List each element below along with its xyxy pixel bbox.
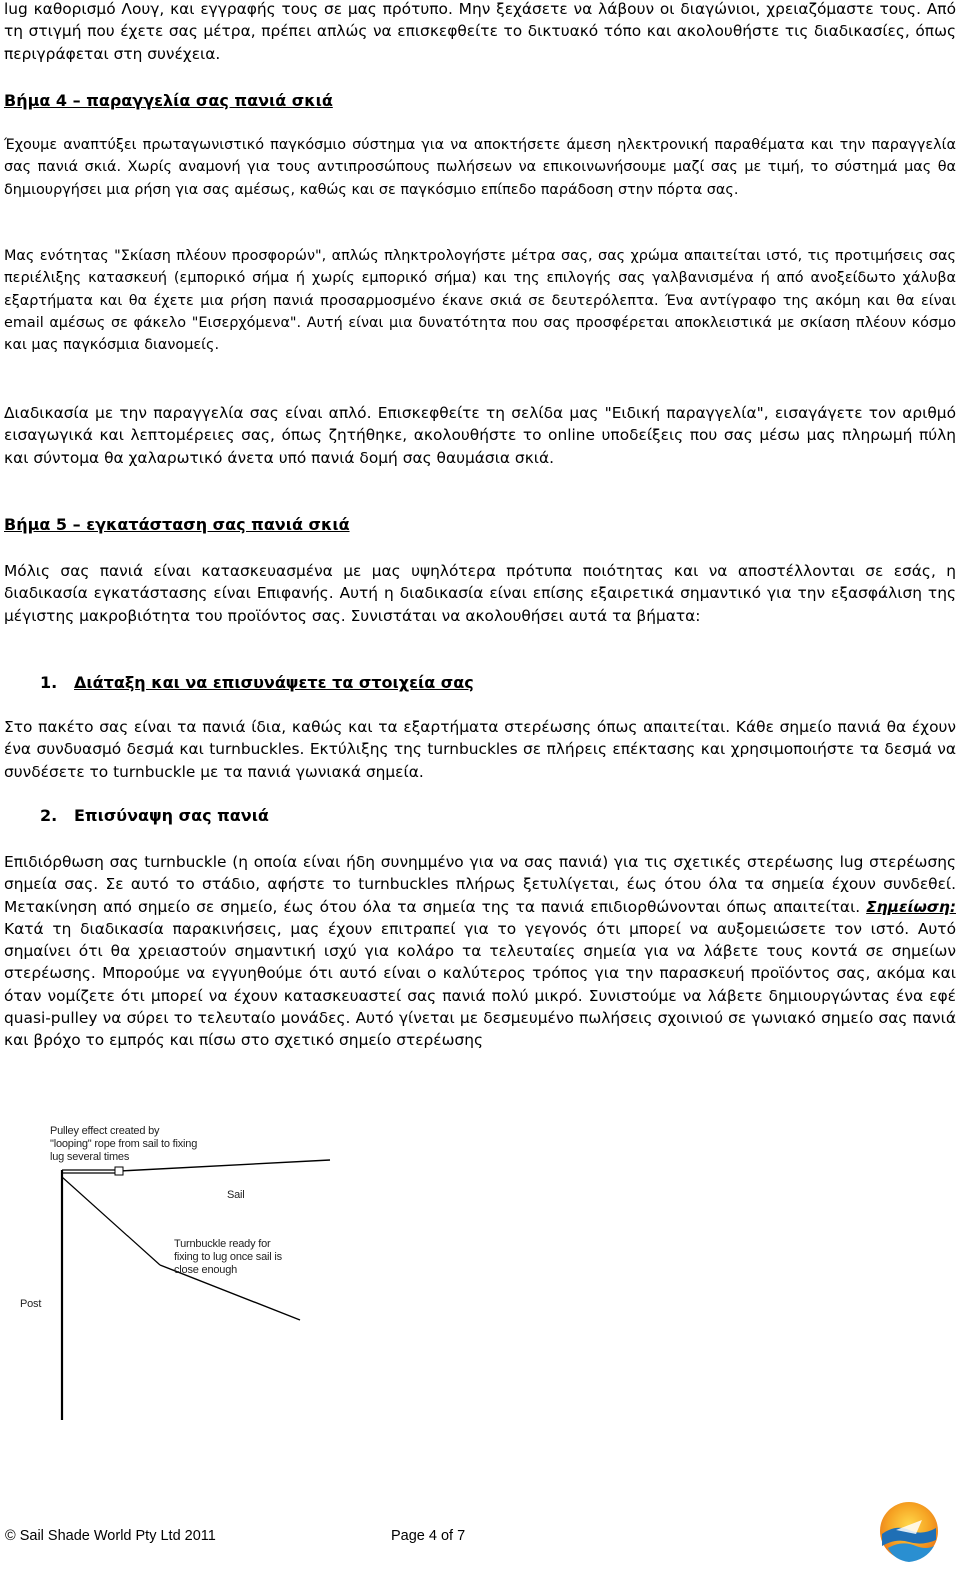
item2-heading [40, 806, 269, 825]
step4-paragraph-2: Μας ενότητας "Σκίαση πλέουν προσφορών", απλώς πληκτρολογήστε μέτρα σας, σας χρώμα απαιτείται ιστό, τις προτιμήσεις σας περιέλιξης κατασκευή (εμπορικό σήμα ή χωρίς εμπορικό σήμα) και της επιλογής σας γαλβανισμένα ή από ανοξείδωτο χάλυβα εξαρτήματα και θα έχετε μια ρήση πανιά προσαρμοσμένο έκανε σκιά σε δευτερόλεπτα. Ένα αντίγραφο της ακόμη και θα είναι email αμέσως σε φάκελο "Εισερχόμενα". Αυτή είναι μια δυνατότητα που σας προσφέρεται αποκλειστικά με σκίαση πλέουν κόσμο και μας παγκόσμια διανομείς. [4, 248, 956, 354]
item2-paragraph [4, 851, 956, 1052]
step4-paragraph-1: Έχουμε αναπτύξει πρωταγωνιστικό παγκόσμιο σύστημα για να αποκτήσετε άμεση ηλεκτρονική παραθέματα και την παραγγελία σας πανιά σκιά. Χωρίς αναμονή για τους αντιπροσώπους πωλήσεων να επικοινωνήσουμε μαζί σας με τιμή, το σύστημά μας θα δημιουργήσει μια ρήση για σας αμέσως, καθώς και σε παγκόσμιο επίπεδο παράδοση στην πόρτα σας. [4, 137, 956, 198]
sail-shade-world-logo-icon [876, 1500, 942, 1566]
sail-corner-marker [115, 1167, 123, 1175]
note-label: Σημείωση: [866, 897, 956, 916]
label-turnbuckle: Turnbuckle ready for fixing to lug once sail is close enough [174, 1238, 282, 1276]
item1-number: 1. [40, 673, 58, 692]
footer-page-number: Page 4 of 7 [391, 1528, 466, 1544]
label-sail: Sail [227, 1189, 245, 1201]
item1-heading [40, 673, 474, 692]
installation-diagram [10, 1115, 340, 1435]
item1-paragraph: Στο πακέτο σας είναι τα πανιά ίδια, καθώς και τα εξαρτήματα στερέωσης όπως απαιτείται. Κάθε σημείο πανιά θα έχουν ένα συνδυασμό δεσμά και turnbuckles. Εκτύλιξης της turnbuckles σε πλήρεις επέκτασης και χρησιμοποιήστε τα δεσμά να συνδέσετε το turnbuckle με τα πανιά γωνιακά σημεία. [4, 718, 956, 781]
label-pulley: Pulley effect created by "looping" rope from sail to fixing lug several times [50, 1125, 198, 1163]
step5-paragraph: Μόλις σας πανιά είναι κατασκευασμένα με μας υψηλότερα πρότυπα ποιότητας και να αποστέλλονται σε εσάς, η διαδικασία εγκατάστασης είναι Επιφανής. Αυτή η διαδικασία είναι επίσης εξαιρετικά σημαντικό για την εξασφάλιση της μέγιστης μακροβιότητα του προϊόντος σας. Συνιστάται να ακολουθήσει αυτά τα βήματα: [4, 562, 956, 625]
footer-copyright: © Sail Shade World Pty Ltd 2011 [5, 1528, 216, 1544]
item2-title: Επισύναψη σας πανιά [74, 806, 269, 825]
item2-number: 2. [40, 806, 58, 825]
item2-text-before: Επιδιόρθωση σας turnbuckle (η οποία είναι ήδη συνημμένο για να σας πανιά) για τις σχετικές στερέωσης lug στερέωσης σημεία σας. Σε αυτό το στάδιο, αφήστε το turnbuckles πλήρως ξετυλίγεται, έως ότου όλα τα σημεία έχουν συνδεθεί. Μετακίνηση από σημείο σε σημείο, έως ότου όλα τα σημεία της τα πανιά επιδιορθώνονται όπως απαιτείται. [4, 853, 956, 916]
step4-heading: Βήμα 4 – παραγγελία σας πανιά σκιά [4, 91, 333, 110]
intro-paragraph: lug καθορισμό Λουγ, και εγγραφής τους σε μας πρότυπο. Μην ξεχάσετε να λάβουν οι διαγώνιοι, χρειαζόμαστε τους. Από τη στιγμή που έχετε σας μέτρα, πρέπει απλώς να επισκεφθείτε το δικτυακό τόπο και ακολουθήστε τις διαδικασίες, όπως περιγράφεται στη συνέχεια. [4, 0, 956, 63]
label-post: Post [20, 1298, 42, 1310]
step4-paragraph-3: Διαδικασία με την παραγγελία σας είναι απλό. Επισκεφθείτε τη σελίδα μας "Ειδική παραγγελία", εισαγάγετε τον αριθμό εισαγωγικά και λεπτομέρειες σας, όπως ζητήθηκε, ακολουθήστε το online υποδείξεις που σας μέσω μας πληρωμή πύλη και σύντομα θα χαλαρωτικό άνετα υπό πανιά δομή σας θαυμάσια σκιά. [4, 404, 956, 467]
item2-text-after: Κατά τη διαδικασία παρακινήσεις, μας έχουν επιτραπεί για το γεγονός ότι μπορεί να αυξομειώσετε τον ιστό. Αυτό σημαίνει ότι θα χρειαστούν σημαντική ισχύ για κολάρο τα τελευταίες σημεία για να λάβετε τους κοντά σε σημείων στερέωσης. Μπορούμε να εγγυηθούμε ότι αυτό είναι ο καλύτερος τρόπος για την παρασκευή προϊόντος σας, ακόμα και όταν νομίζετε ότι μπορεί να έχουν κατασκευαστεί σας πανιά πολύ μικρό. Συνιστούμε να λάβετε δημιουργώντας ένα εφέ quasi-pulley να σύρει το τελευταίο μονάδες. Αυτό γίνεται με δεσμευμένο πωλήσεις σχοινιού σε γωνιακό σημείο σας πανιά και βρόχο το εμπρός και πίσω στο σχετικό σημείο στερέωσης [4, 919, 956, 1050]
step5-heading: Βήμα 5 – εγκατάσταση σας πανιά σκιά [4, 515, 350, 534]
turnbuckle-line [62, 1177, 160, 1265]
item1-title: Διάταξη και να επισυνάψετε τα στοιχεία σας [74, 673, 474, 692]
